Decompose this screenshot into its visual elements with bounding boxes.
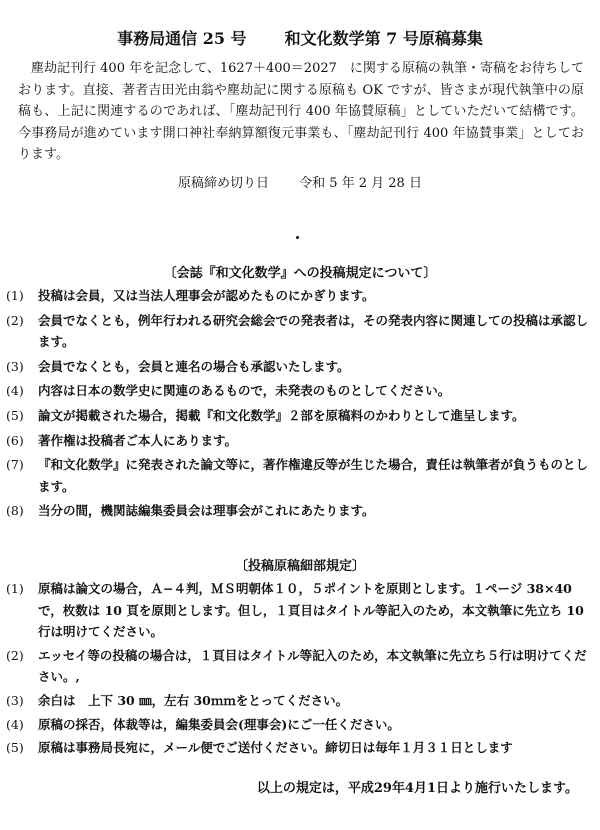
deadline-date: 令和 5 年 2 月 28 日 — [299, 176, 422, 191]
list-item — [6, 737, 588, 759]
item-number: (7) — [6, 457, 24, 473]
item-number: (4) — [6, 383, 24, 399]
list-item — [6, 380, 588, 402]
item-text: 著作権は投稿者ご本人にあります。 — [38, 432, 238, 448]
page-title — [0, 26, 600, 49]
center-dot — [296, 236, 299, 239]
manuscript-rules-heading: 〔投稿原稿細部規定〕 — [234, 559, 365, 574]
item-number: (6) — [6, 432, 24, 448]
item-number: (1) — [6, 581, 24, 596]
item-number: (5) — [6, 740, 24, 756]
list-item — [6, 500, 588, 522]
list-item — [6, 356, 588, 378]
list-item — [6, 690, 588, 712]
item-number: (2) — [6, 647, 24, 663]
item-text: 原稿は事務局長宛に，メール便でご送付ください。締切日は毎年１月３１日とします — [38, 740, 513, 756]
item-number: (2) — [6, 312, 24, 328]
item-text: 会員でなくとも，例年行われる研究会総会での発表者は，その発表内容に関連しての投稿は承認します。 — [38, 312, 589, 350]
item-text: 投稿は会員，又は当法人理事会が認めたものにかぎります。 — [38, 288, 375, 303]
submission-rules-list — [6, 285, 588, 525]
item-text: 会員でなくとも，会員と連名の場合も承認いたします。 — [38, 358, 350, 374]
item-text: 原稿の採否，体裁等は，編集委員会(理事会)にご一任ください。 — [38, 716, 400, 732]
list-item — [6, 405, 588, 427]
item-text: 当分の間，機関誌編集委員会は理事会がこれにあたります。 — [38, 503, 375, 519]
item-text: 論文が掲載された場合，掲載『和文化数学』２部を原稿料のかわりとして進呈します。 — [38, 407, 525, 423]
list-item — [6, 454, 588, 497]
item-number: (1) — [6, 288, 24, 303]
deadline-line — [0, 172, 600, 191]
item-number: (5) — [6, 407, 24, 423]
deadline-label: 原稿締め切り日 — [178, 176, 270, 191]
item-text: エッセイ等の投稿の場合は，１頁目はタイトル等記入のため，本文執筆に先立ち５行は明けてください。, — [38, 647, 587, 685]
item-number: (8) — [6, 503, 24, 519]
intro-paragraph: 塵劫記刊行 400 年を記念して、1627＋400＝2027 に関する原稿の執筆・寄稿をお待ちしております。直接、著者吉田光由翁や塵劫記に関する原稿も OK ですが、皆さまが現代執筆中の原稿も、上記に関連するのであれば、「塵劫記刊行 400 年協賛原稿」としていただいて結構です。今事務局が進めています開口神社奉納算額復元事業も、「塵劫記刊行 400 年協賛事業」としております。 — [18, 61, 584, 163]
item-text: 『和文化数学』に発表された論文等に，著作権違反等が生じた場合，責任は執筆者が負うものとします。 — [38, 457, 589, 494]
list-item — [6, 430, 588, 452]
list-item — [6, 310, 588, 353]
manuscript-rules-list — [6, 578, 588, 761]
submission-rules-heading: 〔会誌『和文化数学』への投稿規定について〕 — [163, 266, 437, 281]
list-item — [6, 285, 588, 307]
item-text: 余白は 上下 30 ㎜，左右 30ｍｍをとってください。 — [38, 692, 349, 708]
item-text: 原稿は論文の場合，Ａ−４判，ＭＳ明朝体１０，５ポイントを原則とします。１ページ 38×40 で，枚数は 10 頁を原則とします。但し，１頁目はタイトル等記入のため，本文執筆に先立ち 10 行は明けてください。 — [38, 581, 584, 640]
list-item — [6, 714, 588, 736]
list-item — [6, 578, 588, 643]
call-for-papers-title: 和文化数学第 7 号原稿募集 — [284, 29, 483, 48]
item-number: (4) — [6, 716, 24, 732]
item-text: 内容は日本の数学史に関連のあるもので，未発表のものとしてください。 — [38, 383, 451, 399]
list-item — [6, 645, 588, 688]
bulletin-number: 事務局通信 25 号 — [117, 29, 247, 48]
item-number: (3) — [6, 358, 24, 374]
closing-note: 以上の規定は，平成29年4月1日より施行いたします。 — [256, 781, 578, 796]
item-number: (3) — [6, 692, 24, 708]
